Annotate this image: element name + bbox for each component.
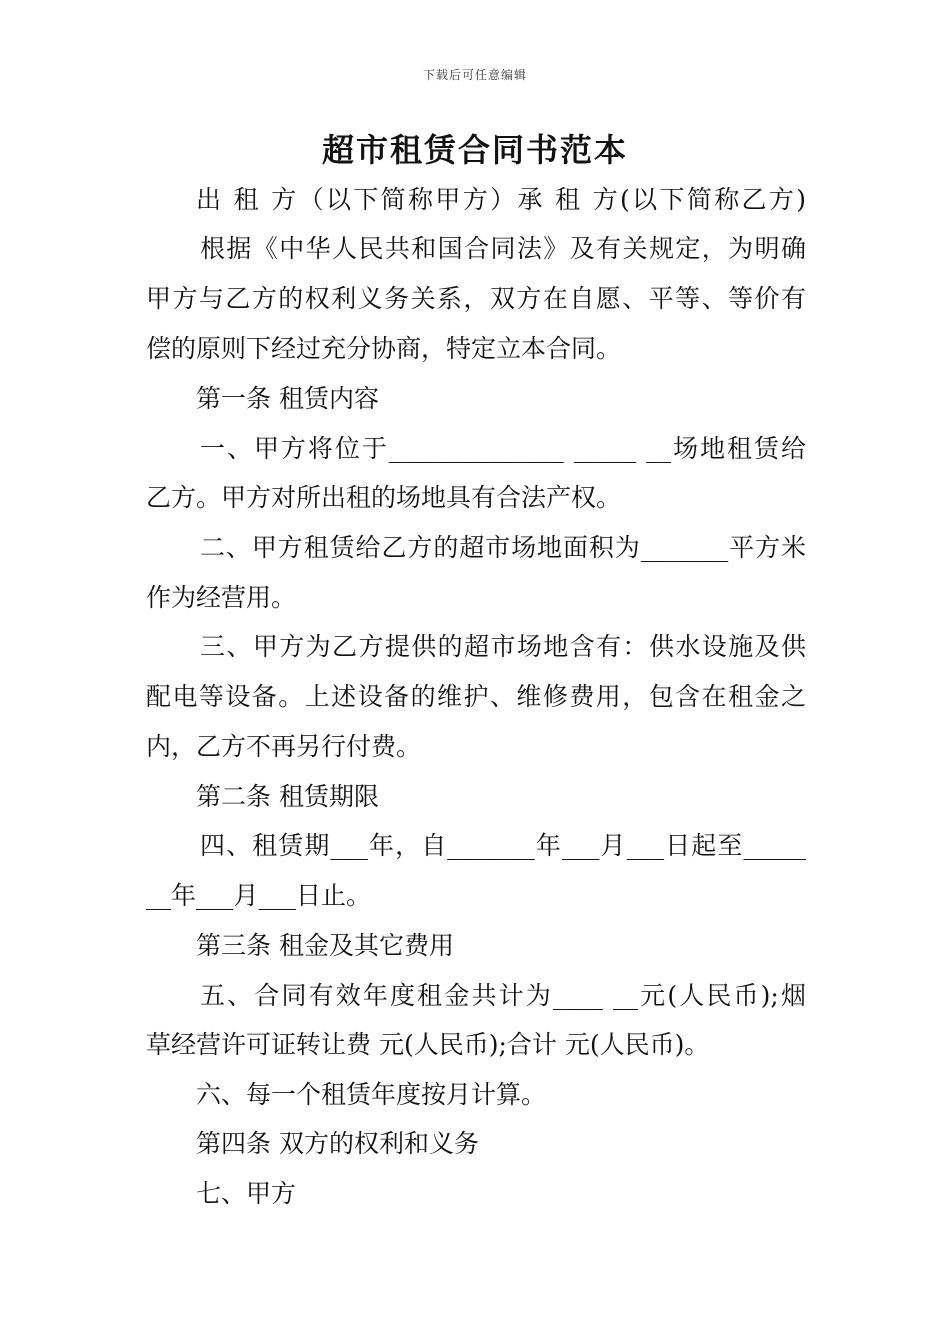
article-2-heading: 第二条 租赁期限 (196, 782, 379, 811)
clause-5-line-2: 草经营许可证转让费 元(人民币);合计 元(人民币)。 (146, 1030, 710, 1059)
document-title: 超市租赁合同书范本 (321, 131, 628, 169)
preamble-line-1: 根据《中华人民共和国合同法》及有关规定，为明确 (200, 234, 806, 263)
parties-line: 出 租 方（以下简称甲方）承 租 方(以下简称乙方) (196, 185, 806, 214)
article-1-heading: 第一条 租赁内容 (196, 384, 379, 413)
clause-7-line: 七、甲方 (196, 1179, 297, 1208)
clause-3-line-2: 配电等设备。上述设备的维护、维修费用，包含在租金之 (146, 682, 806, 711)
preamble-line-3: 偿的原则下经过充分协商，特定立本合同。 (146, 334, 622, 363)
clause-1-line-2: 乙方。甲方对所出租的场地具有合法产权。 (146, 483, 622, 512)
clause-6-line: 六、每一个租赁年度按月计算。 (196, 1080, 547, 1109)
clause-4-line-1: 四、租赁期___年，自_______年___月___日起至_____ (200, 831, 806, 860)
clause-1-line-1: 一、甲方将位于______________ _____ __场地租赁给 (200, 434, 806, 463)
clause-2-line-2: 作为经营用。 (146, 583, 297, 612)
clause-3-line-3: 内，乙方不再另行付费。 (146, 732, 422, 761)
clause-3-line-1: 三、甲方为乙方提供的超市场地含有：供水设施及供 (200, 632, 806, 661)
article-3-heading: 第三条 租金及其它费用 (196, 931, 454, 960)
clause-5-line-1: 五、合同有效年度租金共计为____ __元(人民币);烟 (200, 981, 806, 1010)
header-note: 下载后可任意编辑 (422, 68, 527, 82)
clause-4-line-2: __年___月___日止。 (146, 881, 372, 910)
preamble-line-2: 甲方与乙方的权利义务关系，双方在自愿、平等、等价有 (146, 284, 806, 313)
clause-2-line-1: 二、甲方租赁给乙方的超市场地面积为_______平方米 (200, 533, 806, 562)
article-4-heading: 第四条 双方的权利和义务 (196, 1129, 479, 1158)
